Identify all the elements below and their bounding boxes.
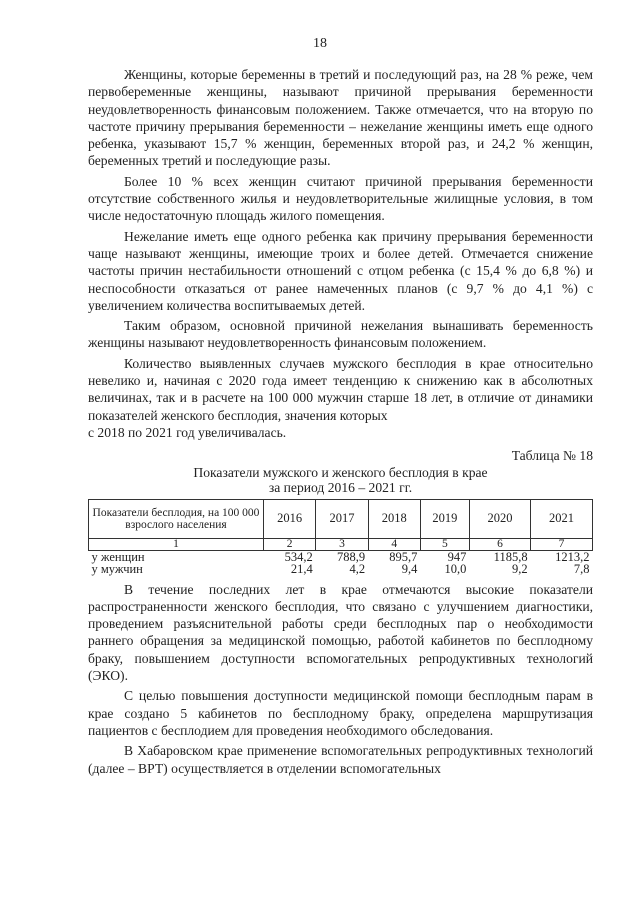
table-cell: 895,7 bbox=[389, 549, 418, 564]
page-number: 18 bbox=[313, 36, 327, 51]
column-number-cell: 1 bbox=[89, 538, 264, 550]
table-cell: 534,2 bbox=[284, 549, 313, 564]
table-column-number-row bbox=[89, 538, 593, 550]
table-title-line: Показатели мужского и женского бесплодия в крае bbox=[193, 464, 488, 480]
table-cell: 21,4 bbox=[290, 561, 313, 576]
row-label: у женщин bbox=[91, 549, 145, 564]
paragraph: с 2018 по 2021 год увеличивалась. bbox=[88, 424, 287, 440]
table-cell: 9,4 bbox=[401, 561, 418, 576]
table-cell: 1213,2 bbox=[555, 549, 590, 564]
table-header-row bbox=[89, 499, 593, 538]
column-number-cell: 5 bbox=[420, 538, 469, 550]
paragraph: С целью повышения доступности медицинской помощи бесплодным парам в крае создано 5 кабинетов по бесплодному браку, определена маршрутизация пациентов с бесплодием для проведения необходимого обследования. bbox=[88, 688, 593, 738]
paragraph: В Хабаровском крае применение вспомогательных репродуктивных технологий (далее – ВРТ) осуществляется в отделении вспомогательных bbox=[88, 743, 593, 776]
column-number-cell: 6 bbox=[469, 538, 530, 550]
infertility-table bbox=[88, 499, 593, 575]
paragraph: Женщины, которые беременны в третий и последующий раз, на 28 % реже, чем первобеременные женщины, называют причиной прерывания беременности неудовлетворенность финансовым положением. Также отмечается, что на вторую по частоте причину прерывания беременности – нежелание женщины иметь еще одного ребенка, указывают 15,7 % женщин, беременных второй раз, и 24,2 % женщин, беременных третий и последующие разы. bbox=[88, 67, 593, 169]
table-header-cell: 2016 bbox=[264, 499, 316, 538]
paragraph: Таким образом, основной причиной нежелания вынашивать беременность женщины называют неудовлетворенность финансовым положением. bbox=[88, 318, 593, 351]
table-cell: 9,2 bbox=[511, 561, 528, 576]
table-header-cell: Показатели бесплодия, на 100 000 взрослого населения bbox=[89, 499, 264, 538]
row-label: у мужчин bbox=[91, 561, 143, 576]
table-header-cell: 2017 bbox=[316, 499, 368, 538]
paragraph: Более 10 % всех женщин считают причиной прерывания беременности отсутствие собственного жилья и неудовлетворительные жилищные условия, в том числе недостаточную площадь жилого помещения. bbox=[88, 173, 593, 224]
table-caption: Таблица № 18 bbox=[511, 448, 593, 464]
table-cell: 7,8 bbox=[573, 561, 590, 576]
table-title-line: за период 2016 – 2021 гг. bbox=[268, 479, 413, 495]
table-header-cell: 2021 bbox=[531, 499, 593, 538]
table-cell: 788,9 bbox=[336, 549, 366, 564]
column-number-cell: 7 bbox=[531, 538, 593, 550]
paragraph: Количество выявленных случаев мужского бесплодия в крае относительно невелико и, начиная с 2020 года имеет тенденцию к снижению как в абсолютных величинах, так и в расчете на 100 000 мужчин старше 18 лет, в отличие от динамики показателей женского бесплодия, значения которых bbox=[88, 355, 593, 423]
column-number-cell: 2 bbox=[264, 538, 316, 550]
column-number-cell: 3 bbox=[316, 538, 368, 550]
table-cell: 1185,8 bbox=[493, 549, 528, 564]
table-row bbox=[89, 550, 593, 563]
table-cell: 947 bbox=[447, 549, 467, 564]
table-header-cell: 2018 bbox=[368, 499, 420, 538]
table-title bbox=[88, 465, 593, 495]
paragraph: Нежелание иметь еще одного ребенка как причину прерывания беременности чаще называют женщины, имеющие троих и более детей. Отмечается снижение частоты причин нестабильности отношений с отцом ребенка (с 15,4 % до 6,8 %) и неспособности отказаться от ранее намеченных планов (с 9,7 % до 4,1 %) с увеличением количества воспитываемых детей. bbox=[88, 228, 593, 313]
table-header-cell: 2020 bbox=[469, 499, 530, 538]
column-number-cell: 4 bbox=[368, 538, 420, 550]
post-table-section bbox=[88, 581, 593, 777]
table-cell: 10,0 bbox=[444, 561, 467, 576]
table-cell: 4,2 bbox=[349, 561, 366, 576]
paragraph: В течение последних лет в крае отмечаются высокие показатели распространенности женского бесплодия, что связано с улучшением диагностики, проведением разъяснительной работы среди бесплодных пар о необходимости раннего обращения за медицинской помощью, работой кабинетов по бесплодному браку, повышением доступности вспомогательных репродуктивных технологий (ЭКО). bbox=[88, 581, 593, 684]
table-row bbox=[89, 563, 593, 575]
table-header-cell: 2019 bbox=[420, 499, 469, 538]
document-body bbox=[88, 66, 593, 780]
